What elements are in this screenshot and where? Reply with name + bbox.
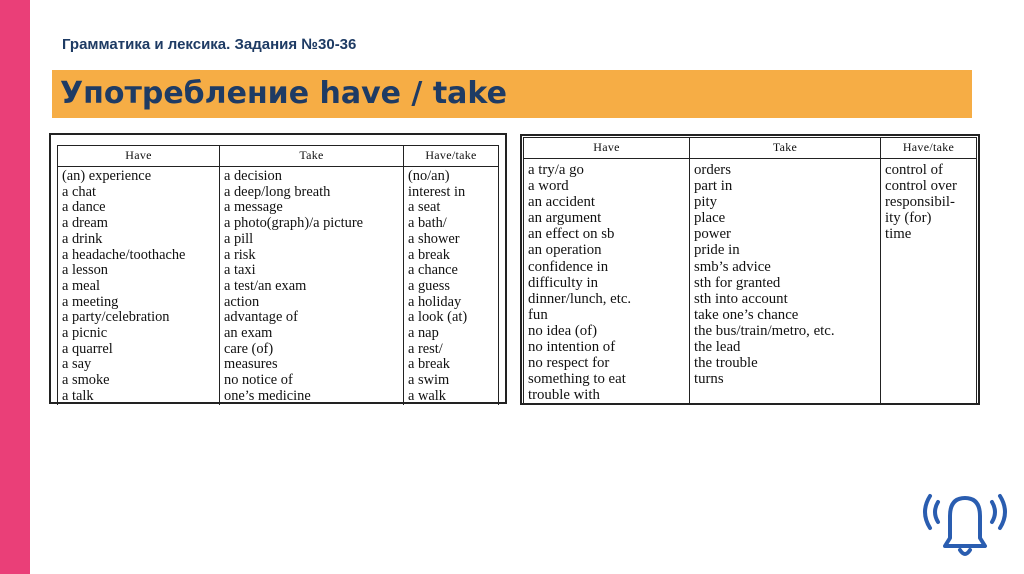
table-cell-entry: a look (at) — [408, 309, 468, 326]
table-cell-entry: a holiday — [408, 293, 462, 310]
table-cell-entry: pity — [694, 194, 718, 211]
table-cell-entry: the lead — [694, 339, 741, 356]
table-cell-entry: orders — [694, 162, 731, 178]
page-subtitle: Грамматика и лексика. Задания №30-36 — [62, 36, 357, 53]
table-cell-entry: a word — [528, 178, 569, 195]
table-cell-entry: control over — [885, 178, 957, 195]
table-cell-entry: a test/an exam — [224, 277, 307, 294]
table-cell-entry: the bus/train/metro, etc. — [694, 322, 835, 339]
table-cell-entry: ity (for) — [885, 210, 932, 227]
table-cell-entry: a photo(graph)/a picture — [224, 215, 364, 232]
table-cell-entry: a chance — [408, 262, 458, 279]
table-cell-entry: smb’s advice — [694, 258, 771, 275]
table-cell-entry: a swim — [408, 372, 450, 389]
take-column — [690, 159, 881, 404]
left-accent-stripe — [0, 0, 30, 574]
table-cell-entry: pride in — [694, 242, 740, 259]
column-header-have-take: Have/take — [404, 146, 499, 167]
column-header-take: Take — [220, 146, 404, 167]
table-cell-entry: an argument — [528, 210, 602, 227]
table-cell-entry: a lesson — [62, 262, 108, 279]
have-take-table-2 — [520, 134, 980, 405]
table-cell-entry: a shower — [408, 230, 460, 247]
table-cell-entry: advantage of — [224, 309, 298, 326]
table-cell-entry: a rest/ — [408, 340, 443, 357]
table-cell-entry: place — [694, 210, 726, 227]
table-cell-entry: a walk — [408, 387, 446, 404]
table-cell-entry: a say — [62, 356, 92, 373]
table-cell-entry: an operation — [528, 242, 602, 259]
table-cell-entry: a pill — [224, 230, 254, 247]
table-cell-entry: interest in — [408, 183, 466, 200]
table-cell-entry: control of — [885, 162, 943, 178]
table-cell-entry: a meal — [62, 277, 100, 294]
have-column — [524, 159, 690, 404]
table-cell-entry: dinner/lunch, etc. — [528, 290, 632, 307]
column-header-take: Take — [690, 138, 881, 159]
table-cell-entry: a break — [408, 246, 450, 263]
table-cell-entry: action — [224, 293, 260, 310]
table-cell-entry: no notice of — [224, 372, 293, 389]
table-cell-entry: a risk — [224, 246, 256, 263]
table-cell-entry: fun — [528, 306, 548, 323]
table-cell-entry: sth for granted — [694, 274, 781, 291]
have-take-table-1 — [49, 133, 507, 404]
table-cell-entry: a talk — [62, 387, 94, 404]
take-column — [220, 167, 404, 405]
have-take-column — [881, 159, 977, 404]
have-column — [58, 167, 220, 405]
table-cell-entry: measures — [224, 356, 278, 373]
table-cell-entry: a decision — [224, 168, 282, 184]
table-cell-entry: a quarrel — [62, 340, 113, 357]
table-cell-entry: a headache/toothache — [62, 246, 186, 263]
table-cell-entry: care (of) — [224, 340, 274, 357]
page-title: Употребление have / take — [60, 76, 507, 111]
title-banner — [52, 70, 972, 118]
table-cell-entry: a chat — [62, 183, 96, 200]
table-cell-entry: turns — [694, 371, 724, 388]
table-cell-entry: sth into account — [694, 290, 788, 307]
table-cell-entry: (an) experience — [62, 168, 152, 184]
table-cell-entry: difficulty in — [528, 274, 599, 291]
column-header-have: Have — [524, 138, 690, 159]
table-cell-entry: a guess — [408, 277, 450, 294]
table-cell-entry: power — [694, 226, 731, 243]
table-cell-entry: a seat — [408, 199, 441, 216]
column-header-have: Have — [58, 146, 220, 167]
column-header-have-take: Have/take — [881, 138, 977, 159]
table-cell-entry: no idea (of) — [528, 322, 598, 339]
table-cell-entry: an accident — [528, 194, 595, 211]
table-cell-entry: a try/a go — [528, 162, 584, 178]
table-cell-entry: a bath/ — [408, 215, 447, 232]
table-cell-entry: the trouble — [694, 355, 758, 372]
table-cell-entry: a smoke — [62, 372, 110, 389]
table-cell-entry: time — [885, 226, 912, 243]
table-cell-entry: a taxi — [224, 262, 256, 279]
table-cell-entry: no respect for — [528, 355, 610, 372]
table-cell-entry: a dream — [62, 215, 108, 232]
have-take-column — [404, 167, 499, 405]
table-cell-entry: (no/an) — [408, 168, 450, 184]
table-cell-entry: a nap — [408, 325, 439, 342]
table-cell-entry: a meeting — [62, 293, 119, 310]
table-cell-entry: a message — [224, 199, 283, 216]
bell-icon — [920, 478, 1010, 568]
table-cell-entry: no intention of — [528, 339, 616, 356]
table-cell-entry: a deep/long breath — [224, 183, 331, 200]
table-cell-entry: a drink — [62, 230, 103, 247]
table-cell-entry: one’s medicine — [224, 387, 311, 404]
table-cell-entry: confidence in — [528, 258, 609, 275]
table-cell-entry: a picnic — [62, 325, 108, 342]
table-cell-entry: a break — [408, 356, 450, 373]
table-cell-entry: responsibil- — [885, 194, 955, 211]
table-cell-entry: take one’s chance — [694, 306, 799, 323]
table-cell-entry: a party/celebration — [62, 309, 170, 326]
table-cell-entry: an exam — [224, 325, 273, 342]
table-cell-entry: something to eat — [528, 371, 626, 388]
table-cell-entry: trouble with — [528, 387, 600, 404]
table-cell-entry: an effect on sb — [528, 226, 615, 243]
table-cell-entry: part in — [694, 178, 733, 195]
table-cell-entry: a dance — [62, 199, 106, 216]
